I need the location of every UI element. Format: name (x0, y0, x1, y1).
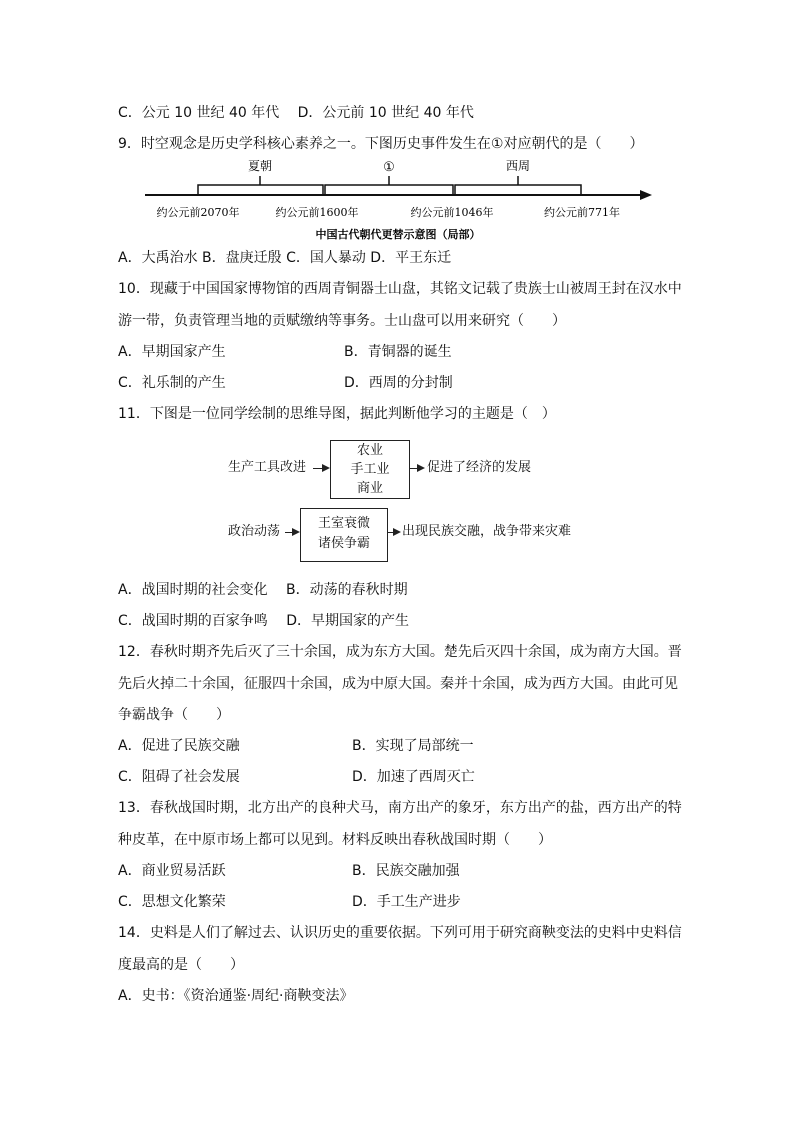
timeline-date-3: 约公元前1046年 (410, 206, 494, 219)
mindmap-arrowhead-2a (292, 528, 300, 536)
q9-options: A．大禹治水 B．盘庚迁殷 C．国人暴动 D．平王东迁 (118, 250, 452, 266)
q13-option-c: C．思想文化繁荣 (118, 894, 226, 910)
mindmap-left-politics: 政治动荡 (228, 524, 281, 539)
q14-stem-line1: 14．史料是人们了解过去、认识历史的重要依据。下列可用于研究商鞅变法的史料中史料信 (118, 925, 682, 941)
q12-option-a: A．促进了民族交融 (118, 738, 240, 754)
mindmap-arrowhead-2b (393, 528, 401, 536)
timeline-date-1: 约公元前2070年 (156, 206, 240, 219)
q11-stem: 11．下图是一位同学绘制的思维导图，据此判断他学习的主题是（ ） (118, 406, 556, 422)
box-line-handicraft: 手工业 (350, 462, 390, 477)
q12-stem-line1: 12．春秋时期齐先后灭了三十余国，成为东方大国。楚先后灭四十余国，成为南方大国。晋 (118, 644, 682, 660)
timeline-date-4: 约公元前771年 (544, 206, 620, 219)
q13-option-b: B．民族交融加强 (352, 863, 460, 879)
q10-stem-line1: 10．现藏于中国国家博物馆的西周青铜器士山盘，其铭文记载了贵族士山被周王封在汉水中 (118, 281, 682, 297)
mindmap-box-economy (330, 440, 410, 499)
q12-stem-line2: 先后火掉二十余国，征服四十余国，成为中原大国。秦并十余国，成为西方大国。由此可见 (118, 676, 678, 692)
mindmap-arrowhead-1b (417, 464, 425, 472)
q11-options-cd: C．战国时期的百家争鸣 D．早期国家的产生 (118, 613, 410, 629)
q11-options-ab: A．战国时期的社会变化 B．动荡的春秋时期 (118, 582, 408, 598)
box-line-agriculture: 农业 (356, 443, 383, 458)
timeline-dynasty-blank: ① (383, 160, 395, 175)
q13-option-a: A．商业贸易活跃 (118, 863, 226, 879)
q9-stem: 9．时空观念是历史学科核心素养之一。下图历史事件发生在①对应朝代的是（ ） (118, 136, 644, 152)
q10-option-b: B．青铜器的诞生 (344, 344, 452, 360)
box-line-commerce: 商业 (356, 481, 383, 496)
timeline-caption: 中国古代朝代更替示意图（局部） (315, 228, 481, 241)
q10-option-c: C．礼乐制的产生 (118, 375, 226, 391)
mindmap-right-politics: 出现民族交融，战争带来灾难 (402, 524, 572, 539)
q9-timeline-figure (135, 158, 655, 242)
timeline-date-2: 约公元前1600年 (275, 206, 359, 219)
q13-option-d: D．手工生产进步 (352, 894, 461, 910)
box-line-hegemony: 诸侯争霸 (317, 536, 370, 551)
mindmap-left-tools: 生产工具改进 (228, 460, 307, 475)
mindmap-right-economy: 促进了经济的发展 (427, 460, 532, 475)
q13-stem-line1: 13．春秋战国时期，北方出产的良种犬马，南方出产的象牙，东方出产的盐，西方出产的特 (118, 800, 682, 816)
q14-option-a: A．史书：《资治通鉴·周纪·商鞅变法》 (118, 988, 354, 1004)
q14-stem-line2: 度最高的是（ ） (118, 957, 244, 973)
mindmap-box-politics (300, 508, 388, 562)
q12-stem-line3: 争霸战争（ ） (118, 707, 230, 723)
box-line-royal-decline: 王室衰微 (317, 516, 370, 531)
q10-option-a: A．早期国家产生 (118, 344, 226, 360)
q12-option-c: C．阻碍了社会发展 (118, 769, 240, 785)
q8-options-cd: C．公元 10 世纪 40 年代 D．公元前 10 世纪 40 年代 (118, 105, 474, 121)
q12-option-d: D．加速了西周灭亡 (352, 769, 475, 785)
mindmap-arrowhead-1a (322, 464, 330, 472)
timeline-dynasty-western-zhou: 西周 (505, 159, 531, 173)
q10-option-d: D．西周的分封制 (344, 375, 453, 391)
q10-stem-line2: 游一带，负责管理当地的贡赋缴纳等事务。士山盘可以用来研究（ ） (118, 313, 566, 329)
q13-stem-line2: 种皮革，在中原市场上都可以见到。材料反映出春秋战国时期（ ） (118, 832, 552, 848)
q12-option-b: B．实现了局部统一 (352, 738, 474, 754)
timeline-dynasty-xia: 夏朝 (247, 159, 273, 173)
